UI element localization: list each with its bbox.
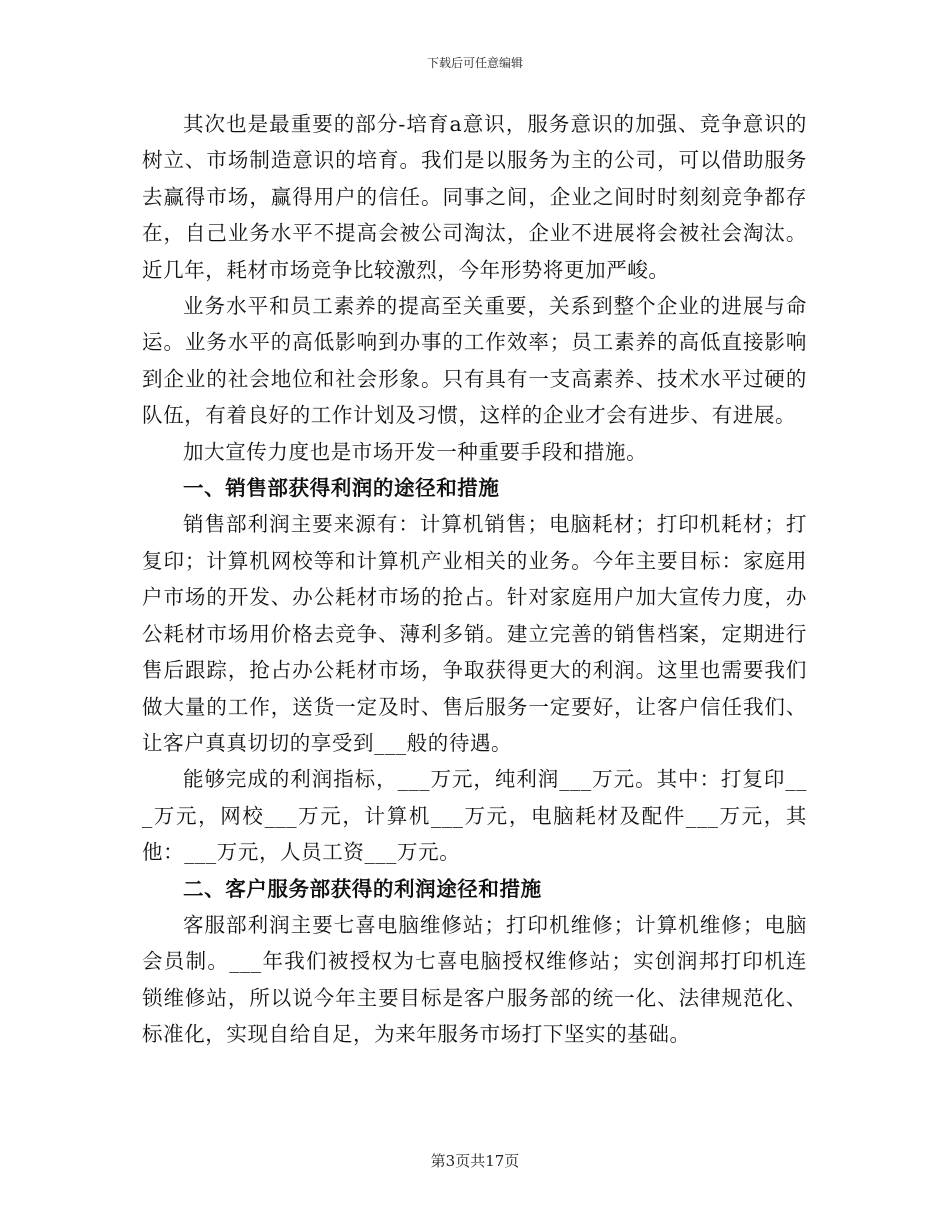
paragraph-staff-quality: 业务水平和员工素养的提高至关重要，关系到整个企业的进展与命运。业务水平的高低影响到办事的工作效率；员工素养的高低直接影响到企业的社会地位和社会形象。只有具有一支高素养、技术水平过硬的队伍，有着良好的工作计划及习惯，这样的企业才会有进步、有进展。 <box>142 294 807 428</box>
page-number: 第3页共17页 <box>430 1152 520 1170</box>
section-heading-customer-service: 二、客户服务部获得的利润途径和措施 <box>183 876 542 901</box>
paragraph-sales-sources: 销售部利润主要来源有：计算机销售；电脑耗材；打印机耗材；打复印；计算机网校等和计算机产业相关的业务。今年主要目标：家庭用户市场的开发、办公耗材市场的抢占。针对家庭用户加大宣传力度，办公耗材市场用价格去竞争、薄利多销。建立完善的销售档案，定期进行售后跟踪，抢占办公耗材市场，争取获得更大的利润。这里也需要我们做大量的工作，送货一定及时、售后服务一定要好，让客户信任我们、让客户真真切切的享受到___般的待遇。 <box>142 512 807 755</box>
paragraph-publicity: 加大宣传力度也是市场开发一种重要手段和措施。 <box>183 439 648 464</box>
paragraph-awareness: 其次也是最重要的部分-培育a意识，服务意识的加强、竞争意识的树立、市场制造意识的培育。我们是以服务为主的公司，可以借助服务去赢得市场，赢得用户的信任。同事之间，企业之间时时刻刻竞争都存在，自己业务水平不提高会被公司淘汰，企业不进展将会被社会淘汰。近几年，耗材市场竞争比较激烈，今年形势将更加严峻。 <box>142 112 807 282</box>
paragraph-customer-service: 客服部利润主要七喜电脑维修站；打印机维修；计算机维修；电脑会员制。___年我们被授权为七喜电脑授权维修站；实创润邦打印机连锁维修站，所以说今年主要目标是客户服务部的统一化、法律规范化、标准化，实现自给自足，为来年服务市场打下坚实的基础。 <box>142 912 807 1047</box>
page-header-note: 下载后可任意编辑 <box>426 56 523 70</box>
document-body <box>142 106 807 1053</box>
paragraph-profit-targets: 能够完成的利润指标，___万元，纯利润___万元。其中：打复印___万元，网校___万元，计算机___万元，电脑耗材及配件___万元，其他：___万元，人员工资___万元。 <box>142 767 807 865</box>
section-heading-sales: 一、销售部获得利润的途径和措施 <box>183 476 500 501</box>
